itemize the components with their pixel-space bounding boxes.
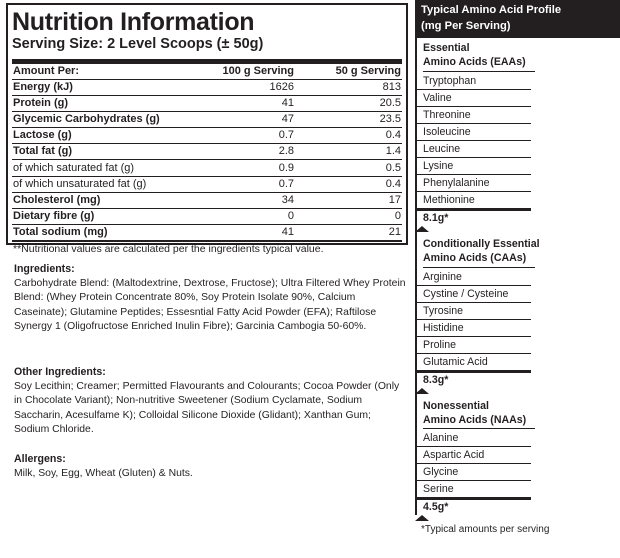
amino-section-title-line1: Nonessential bbox=[423, 399, 489, 412]
amino-acid-item: Leucine bbox=[417, 141, 531, 158]
nutrient-label: Dietary fibre (g) bbox=[12, 208, 202, 224]
amino-acid-item: Glycine bbox=[417, 464, 531, 481]
other-ingredients-text: Soy Lecithin; Creamer; Permitted Flavourants and Colourants; Cocoa Powder (Only in Chocolate Variant); Non-nutritive Sweetener (Sodium Cyclamate, Sodium Saccharin, Acesulfame K); Colloidal Silicone Dioxide (Glidant); Xanthan Gum; Sodium Chloride. bbox=[14, 380, 400, 436]
value-50g: 813 bbox=[302, 80, 402, 96]
amino-acid-item: Aspartic Acid bbox=[417, 447, 531, 464]
value-50g: 21 bbox=[302, 224, 402, 241]
nutrition-row bbox=[12, 176, 402, 192]
amino-section-title-line1: Essential bbox=[423, 42, 470, 54]
nutrient-label: Energy (kJ) bbox=[12, 80, 202, 96]
nutrition-row bbox=[12, 128, 402, 144]
amino-sections bbox=[415, 38, 620, 515]
allergens-block bbox=[14, 452, 406, 481]
value-50g: 0.4 bbox=[302, 176, 402, 192]
value-100g: 0.7 bbox=[202, 176, 302, 192]
nutrition-row bbox=[12, 208, 402, 224]
nutrient-label: Total sodium (mg) bbox=[12, 224, 202, 241]
value-100g: 2.8 bbox=[202, 144, 302, 160]
col-100g-header: 100 g Serving bbox=[202, 62, 302, 80]
nutrient-label: Protein (g) bbox=[12, 96, 202, 112]
value-50g: 0 bbox=[302, 208, 402, 224]
amino-section bbox=[417, 38, 620, 226]
amino-acid-item: Glutamic Acid bbox=[417, 354, 531, 371]
amino-acid-item: Valine bbox=[417, 90, 531, 107]
allergens-text: Milk, Soy, Egg, Wheat (Gluten) & Nuts. bbox=[14, 467, 193, 479]
amino-header-subtitle: (mg Per Serving) bbox=[421, 20, 511, 32]
nutrition-note: **Nutritional values are calculated per the ingredients typical value. bbox=[13, 242, 324, 255]
col-50g-header: 50 g Serving bbox=[302, 62, 402, 80]
nutrition-row bbox=[12, 96, 402, 112]
amino-acid-item: Proline bbox=[417, 337, 531, 354]
amino-acid-panel bbox=[415, 0, 620, 515]
nutrient-label: Cholesterol (mg) bbox=[12, 192, 202, 208]
nutrition-rows bbox=[12, 80, 402, 241]
amino-section-title-line1: Conditionally Essential bbox=[423, 237, 540, 250]
amino-acid-item: Alanine bbox=[417, 430, 531, 447]
value-50g: 0.5 bbox=[302, 160, 402, 176]
nutrient-label: Total fat (g) bbox=[12, 144, 202, 160]
amino-section-title-line2: Amino Acids (CAAs) bbox=[423, 251, 535, 267]
value-100g: 0.7 bbox=[202, 128, 302, 144]
amino-acid-item: Arginine bbox=[417, 269, 531, 286]
amino-section bbox=[417, 396, 620, 516]
amino-section-title bbox=[417, 38, 620, 73]
value-50g: 0.4 bbox=[302, 128, 402, 144]
nutrition-header-row bbox=[12, 62, 402, 80]
value-50g: 17 bbox=[302, 192, 402, 208]
amino-section-title bbox=[417, 234, 620, 269]
nutrition-table bbox=[12, 59, 402, 242]
nutrient-label: Lactose (g) bbox=[12, 128, 202, 144]
amino-section-title-line2: Amino Acids (EAAs) bbox=[423, 55, 535, 71]
nutrient-label: of which saturated fat (g) bbox=[12, 160, 202, 176]
ingredients-text: Carbohydrate Blend: (Maltodextrine, Dextrose, Fructose); Ultra Filtered Whey Protein Blend: (Whey Protein Concentrate 80%, Soy Protein Isolate 90%, Calcium Caseinate); Glutamine Peptides; Essesntial Fatty Acid Powder (EFA); Raftilose Synergy 1 (Oligofructose Enriched Inulin Fibre); Garcinia Cambogia 50-60%. bbox=[14, 277, 406, 333]
nutrition-row bbox=[12, 192, 402, 208]
nutrient-label: of which unsaturated fat (g) bbox=[12, 176, 202, 192]
nutrition-row bbox=[12, 160, 402, 176]
nutrition-row bbox=[12, 224, 402, 241]
serving-size: Serving Size: 2 Level Scoops (± 50g) bbox=[12, 36, 264, 52]
value-100g: 41 bbox=[202, 96, 302, 112]
amino-acid-item: Tryptophan bbox=[417, 73, 531, 90]
nutrition-row bbox=[12, 144, 402, 160]
value-100g: 34 bbox=[202, 192, 302, 208]
amino-acid-item: Histidine bbox=[417, 320, 531, 337]
value-50g: 20.5 bbox=[302, 96, 402, 112]
amino-acid-item: Phenylalanine bbox=[417, 175, 531, 192]
amino-list bbox=[417, 73, 620, 209]
amino-acid-item: Cystine / Cysteine bbox=[417, 286, 531, 303]
amino-section-total: 8.3g* bbox=[417, 371, 531, 388]
amino-acid-item: Methionine bbox=[417, 192, 531, 209]
allergens-heading: Allergens: bbox=[14, 453, 66, 465]
value-50g: 1.4 bbox=[302, 144, 402, 160]
nutrition-panel bbox=[6, 3, 408, 255]
amino-acid-item: Serine bbox=[417, 481, 531, 498]
amino-list bbox=[417, 430, 620, 498]
value-100g: 0 bbox=[202, 208, 302, 224]
amino-acid-item: Isoleucine bbox=[417, 124, 531, 141]
amino-header-title: Typical Amino Acid Profile bbox=[421, 4, 562, 16]
amino-section bbox=[417, 234, 620, 388]
other-ingredients-block bbox=[14, 365, 406, 438]
value-100g: 0.9 bbox=[202, 160, 302, 176]
amino-section-title-line2: Amino Acids (NAAs) bbox=[423, 413, 535, 429]
nutrient-label: Glycemic Carbohydrates (g) bbox=[12, 112, 202, 128]
amino-list bbox=[417, 269, 620, 371]
amount-per-header: Amount Per: bbox=[12, 62, 202, 80]
value-100g: 47 bbox=[202, 112, 302, 128]
amino-acid-item: Lysine bbox=[417, 158, 531, 175]
amino-section-title bbox=[417, 396, 620, 431]
nutrition-row bbox=[12, 80, 402, 96]
amino-footnote: *Typical amounts per serving bbox=[421, 524, 550, 535]
value-50g: 23.5 bbox=[302, 112, 402, 128]
amino-section-total: 4.5g* bbox=[417, 498, 531, 515]
other-ingredients-heading: Other Ingredients: bbox=[14, 366, 106, 378]
amino-acid-item: Tyrosine bbox=[417, 303, 531, 320]
nutrition-title: Nutrition Information bbox=[12, 8, 255, 36]
value-100g: 41 bbox=[202, 224, 302, 241]
amino-section-total: 8.1g* bbox=[417, 209, 531, 226]
ingredients-heading: Ingredients: bbox=[14, 263, 75, 275]
nutrition-row bbox=[12, 112, 402, 128]
amino-header bbox=[415, 0, 620, 38]
amino-acid-item: Threonine bbox=[417, 107, 531, 124]
value-100g: 1626 bbox=[202, 80, 302, 96]
ingredients-block bbox=[14, 262, 406, 335]
